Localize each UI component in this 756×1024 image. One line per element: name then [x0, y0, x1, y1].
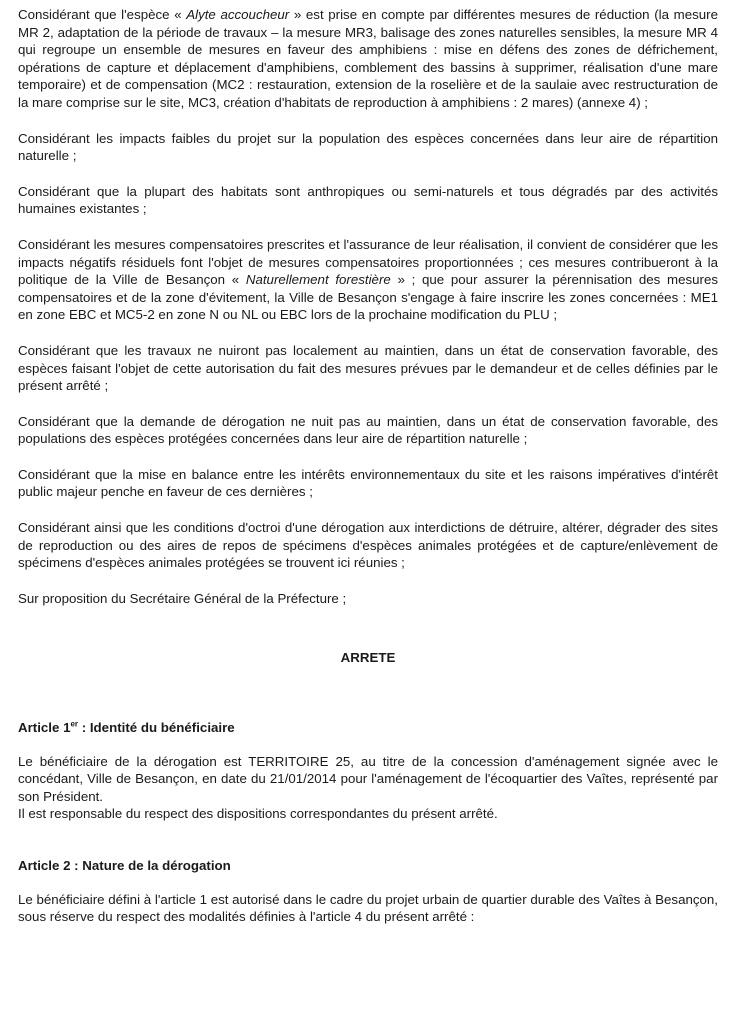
- policy-name: Naturellement forestière: [245, 272, 391, 288]
- paragraph-derogation: Considérant que la demande de dérogation ne nuit pas au maintien, dans un état de conservation favorable, des populations des espèces protégées concernées dans leur aire de répartition naturelle ;: [18, 413, 718, 447]
- arrete-heading: ARRETE: [340, 650, 396, 666]
- paragraph-travaux: Considérant que les travaux ne nuiront pas localement au maintien, dans un état de conservation favorable, des espèces faisant l'objet de cette autorisation du fait des mesures prévues par le demandeur et de celles définies par le présent arrêté ;: [18, 342, 718, 394]
- paragraph-compensation: Considérant les mesures compensatoires prescrites et l'assurance de leur réalisation, il convient de considérer que les impacts négatifs résiduels font l'objet de mesures compensatoires proportionnées ; ces mesures contribueront à la politique de la Ville de Besançon « Naturellement forestière » ; que pour assurer la pérennisation des mesures compensatoires et de la zone d'évitement, la Ville de Besançon s'engage à faire inscrire les zones concernées : ME1 en zone EBC et MC5-2 en zone N ou NL ou EBC lors de la prochaine modification du PLU ;: [18, 236, 719, 323]
- paragraph-impacts: Considérant les impacts faibles du projet sur la population des espèces concernées dans leur aire de répartition naturelle ;: [18, 130, 718, 164]
- article-1-heading: Article 1er : Identité du bénéficiaire: [18, 719, 235, 736]
- paragraph-proposition: Sur proposition du Secrétaire Général de la Préfecture ;: [18, 590, 347, 606]
- paragraph-conditions: Considérant ainsi que les conditions d'octroi d'une dérogation aux interdictions de détruire, altérer, dégrader des sites de reproduction ou des aires de repos de spécimens d'espèces animales protégées et de capture/enlèvement de spécimens d'espèces animales protégées se trouvent ici réunies ;: [18, 520, 718, 571]
- paragraph-balance: Considérant que la mise en balance entre les intérêts environnementaux du site et les raisons impératives d'intérêt public majeur penche en faveur de ces dernières ;: [18, 466, 718, 500]
- article-1-body: Le bénéficiaire de la dérogation est TERRITOIRE 25, au titre de la concession d'aménagement signée avec le concédant, Ville de Besançon, en date du 21/01/2014 pour l'aménagement de l'écoquartier des Vaîtes, représenté par son Président.: [18, 753, 718, 804]
- article-2-heading: Article 2 : Nature de la dérogation: [18, 858, 231, 873]
- article-2-body: Le bénéficiaire défini à l'article 1 est autorisé dans le cadre du projet urbain de quartier durable des Vaîtes à Besançon, sous réserve du respect des modalités définies à l'article 4 du présent arrêté :: [18, 891, 718, 925]
- paragraph-habitats: Considérant que la plupart des habitats sont anthropiques ou semi-naturels et tous dégradés par des activités humaines existantes ;: [18, 183, 718, 217]
- article-1-body-2: Il est responsable du respect des dispositions correspondantes du présent arrêté.: [18, 806, 498, 822]
- document-page: [18, 0, 718, 926]
- paragraph-alyte: Considérant que l'espèce « Alyte accoucheur » est prise en compte par différentes mesures de réduction (la mesure MR 2, adaptation de la période de travaux – la mesure MR3, balisage des zones naturelles sensibles, la mesure MR 4 qui regroupe un ensemble de mesures en faveur des amphibiens : mise en défens des zones de défrichement, opérations de capture et déplacement d'amphibiens, comblement des bassins à supprimer, réalisation d'une mare temporaire) et de compensation (MC2 : restauration, extension de la roselière et de la saulaie avec restructuration de la mare comprise sur le site, MC3, création d'habitats de reproduction à amphibiens : 2 mares) (annexe 4) ;: [18, 7, 718, 110]
- species-name: Alyte accoucheur: [186, 7, 290, 22]
